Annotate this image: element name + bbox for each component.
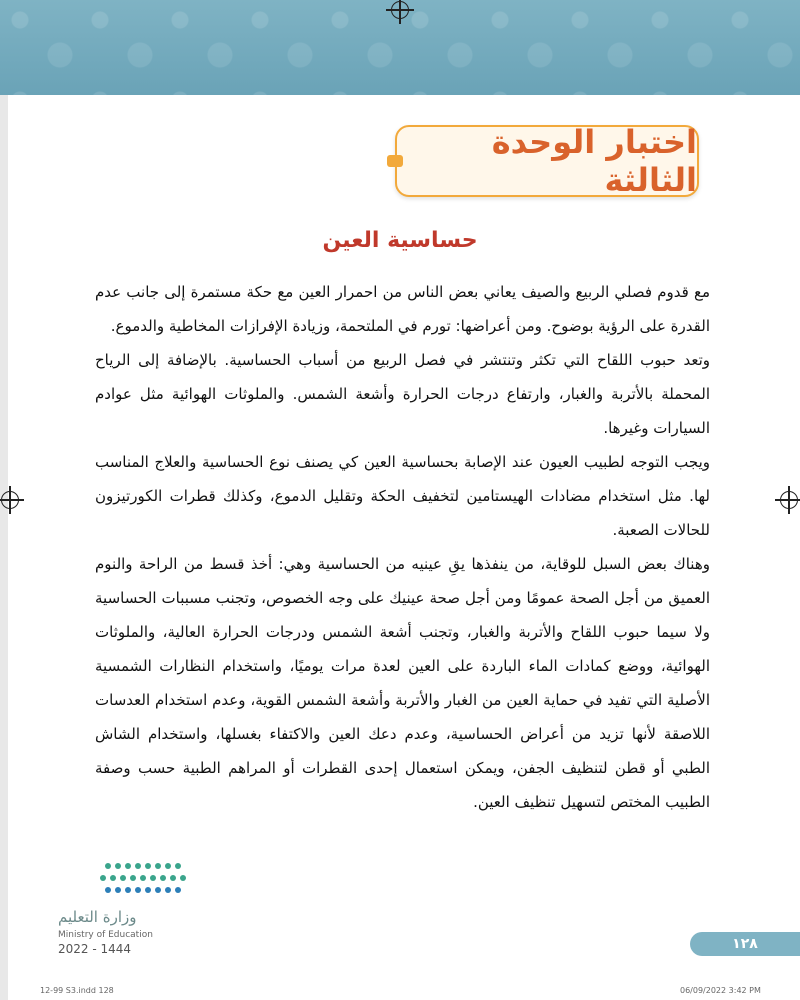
page-number: ١٢٨: [732, 936, 758, 952]
paragraph: مع قدوم فصلي الربيع والصيف يعاني بعض الناس من احمرار العين مع حكة مستمرة إلى جانب عدم القدرة على الرؤية بوضوح. ومن أعراضها: تورم في الملتحمة، وزيادة الإفرازات المخاطية والدموع.: [95, 283, 710, 335]
registration-mark-top: [391, 1, 409, 19]
print-file-info: 12-99 S3.indd 128: [40, 986, 114, 995]
unit-test-title-box: [395, 125, 699, 197]
page-title: اختبار الوحدة الثالثة: [491, 123, 697, 199]
ministry-name-arabic: وزارة التعليم: [58, 908, 137, 926]
ministry-name-english: Ministry of Education: [58, 930, 153, 940]
edition-year: 2022 - 1444: [58, 942, 132, 956]
paragraph: وتعد حبوب اللقاح التي تكثر وتنتشر في فصل الربيع من أسباب الحساسية. بالإضافة إلى الرياح المحملة بالأتربة والغبار، وارتفاع درجات الحرارة وأشعة الشمس. والملوثات الهوائية مثل عوادم السيارات وغيرها.: [95, 351, 710, 437]
paragraph: وهناك بعض السبل للوقاية، من ينفذها يقِ عينيه من الحساسية وهي: أخذ قسط من الراحة والنوم العميق من أجل الصحة عمومًا ومن أجل صحة عينيك على وجه الخصوص، وتجنب مسببات الحساسية ولا سيما حبوب اللقاح والأتربة والغبار، وتجنب أشعة الشمس ودرجات الحرارة العالية، والملوثات الهوائية، ووضع كمادات الماء الباردة على العين لعدة مرات يوميًا، واستخدام النظارات الشمسية الأصلية التي تفيد في حماية العين من الغبار والأتربة وأشعة الشمس القوية، وعدم استخدام العدسات اللاصقة لأنها تزيد من أعراض الحساسية، وعدم دعك العين والاكتفاء بغسلها، واستخدام الشاش الطبي أو قطن لتنظيف الجفن، ويمكن استعمال إحدى القطرات أو المراهم الطبية حسب وصفة الطبيب المختص لتسهيل تنظيف العين.: [95, 555, 710, 811]
ministry-logo-dots-icon: [98, 858, 198, 898]
body-text: [95, 275, 710, 819]
page-number-badge: [690, 932, 800, 956]
title-box-tab: [387, 155, 403, 167]
registration-mark-right: [780, 491, 798, 509]
paragraph: ويجب التوجه لطبيب العيون عند الإصابة بحساسية العين كي يصنف نوع الحساسية والعلاج المناسب لها. مثل استخدام مضادات الهيستامين لتخفيف الحكة وتقليل الدموع، وكذلك قطرات الكورتيزون للحالات الصعبة.: [95, 453, 710, 539]
registration-mark-left: [1, 491, 19, 509]
section-heading: حساسية العين: [322, 228, 478, 253]
ministry-logo: [58, 858, 178, 958]
print-timestamp: 06/09/2022 3:42 PM: [680, 986, 761, 995]
